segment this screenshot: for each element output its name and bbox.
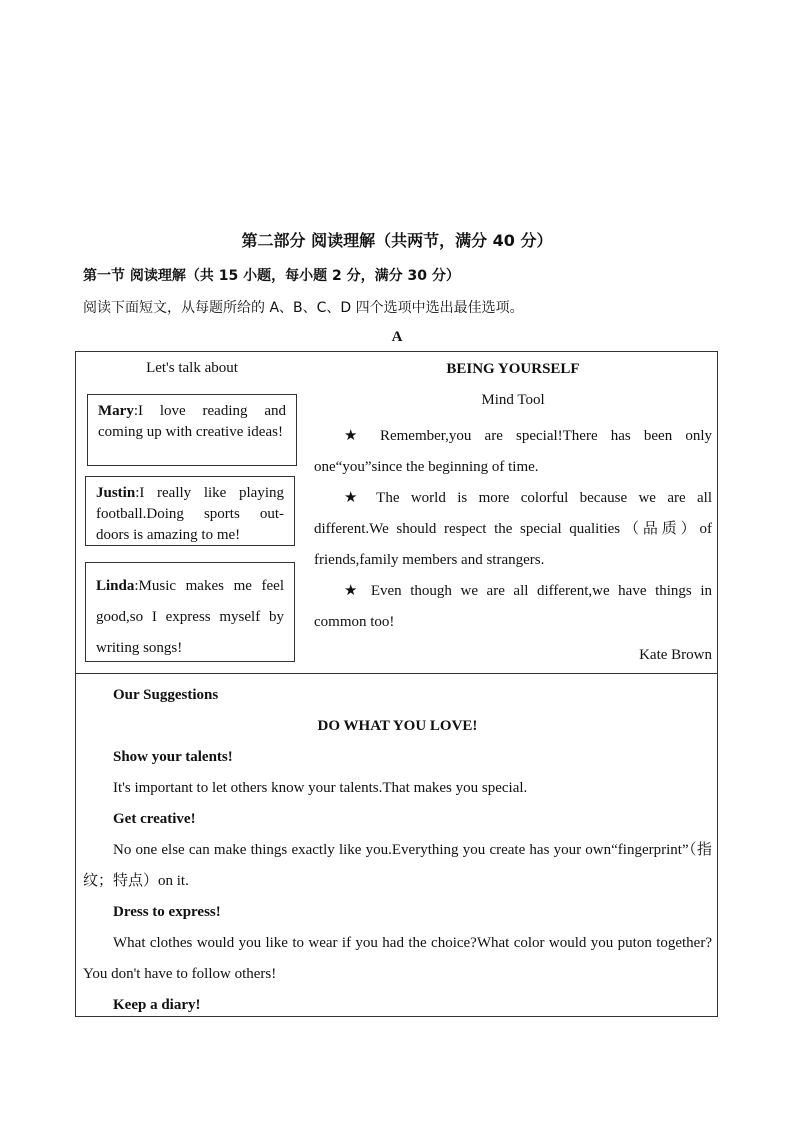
bubble-mary	[87, 394, 297, 466]
suggestion-heading: Show your talents!	[113, 749, 233, 765]
star-paragraph: ★ The world is more colorful because we are all different.We should respect the special qualities（品质）of friends,family members and strangers.	[314, 490, 712, 568]
box-divider	[75, 673, 718, 674]
bubble-justin	[85, 476, 295, 546]
author: Kate Brown	[639, 647, 712, 663]
star-paragraph: ★ Even though we are all different,we have things in common too!	[314, 583, 712, 630]
suggestion-heading: Dress to express!	[113, 904, 221, 920]
being-yourself-title: BEING YOURSELF	[446, 361, 580, 377]
instruction: 阅读下面短文，从每题所给的 A、B、C、D 四个选项中选出最佳选项。	[83, 300, 524, 316]
bubble-text: :I really like playing football.Doing sports out-doors is amazing to me!	[96, 485, 284, 543]
suggestion-text: It's important to let others know your talents.That makes you special.	[113, 780, 528, 796]
bubble-text: :I love reading and coming up with creative ideas!	[98, 403, 286, 440]
suggestion-heading: Get creative!	[113, 811, 196, 827]
suggestions-heading: Our Suggestions	[113, 687, 219, 703]
part-title: 第二部分 阅读理解（共两节，满分 40 分）	[241, 231, 553, 250]
bubble-name: Linda	[96, 578, 135, 594]
mind-tool-subtitle: Mind Tool	[481, 392, 545, 408]
bubble-text: :Music makes me feel good,so I express myself by writing songs!	[96, 578, 284, 656]
suggestion-text: No one else can make things exactly like you.Everything you create has your own“fingerprint”（指纹；特点）on it.	[83, 842, 712, 889]
suggestion-heading: Keep a diary!	[113, 997, 201, 1013]
suggestions-title: DO WHAT YOU LOVE!	[317, 718, 478, 734]
star-paragraph: ★ Remember,you are special!There has been only one“you”since the beginning of time.	[314, 428, 712, 475]
bubble-name: Justin	[96, 485, 136, 501]
being-yourself-column	[314, 359, 712, 671]
suggestions-section	[83, 680, 712, 1021]
talk-heading: Let's talk about	[146, 360, 238, 376]
passage-letter: A	[391, 329, 403, 345]
bubble-name: Mary	[98, 403, 134, 419]
suggestion-text: What clothes would you like to wear if you had the choice?What color would you puton together?You don't have to follow others!	[83, 935, 712, 982]
bubble-linda	[85, 562, 295, 662]
section-title: 第一节 阅读理解（共 15 小题，每小题 2 分，满分 30 分）	[83, 268, 460, 284]
